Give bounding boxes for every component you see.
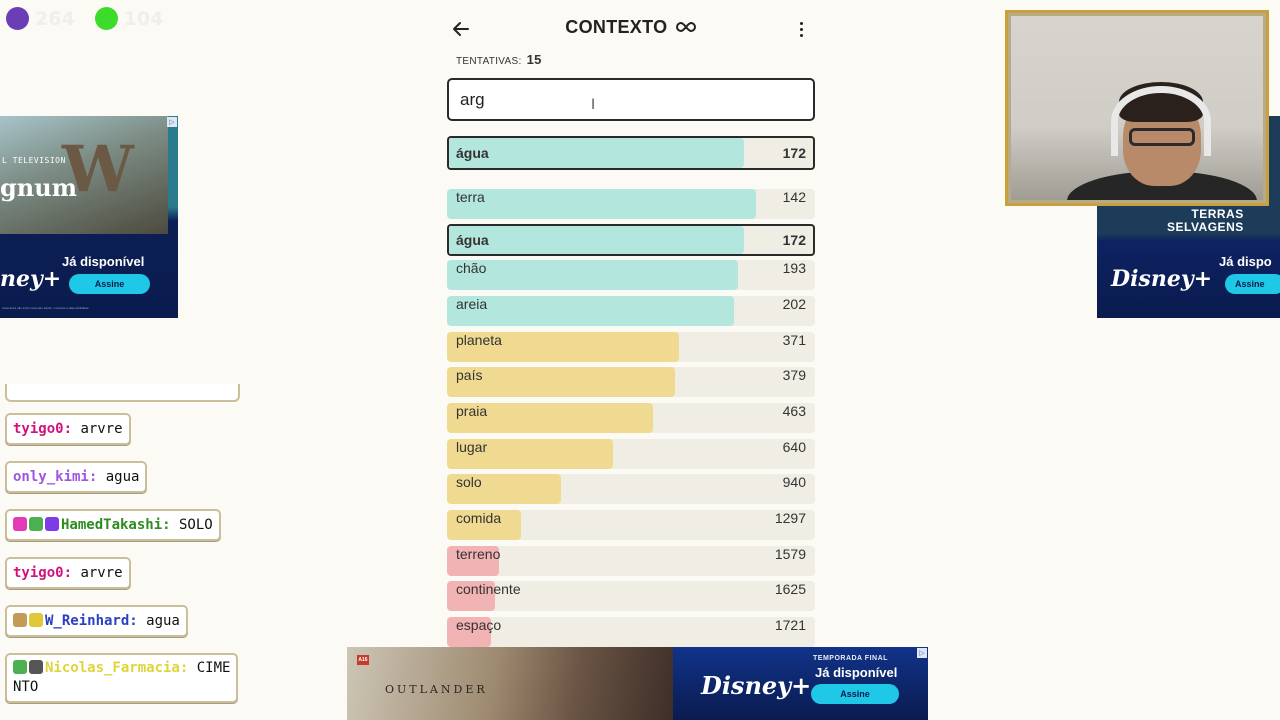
age-rating-badge: A16 (358, 657, 368, 663)
game-header (446, 14, 816, 44)
chat-message (5, 653, 238, 703)
guess-score: 1579 (774, 546, 806, 562)
counter-purple (6, 7, 75, 30)
guess-score: 172 (782, 145, 806, 161)
ad-right-panel (673, 647, 928, 720)
guess-row (447, 260, 815, 290)
chat-text: arvre (72, 421, 123, 437)
guess-row (447, 617, 815, 647)
guess-word: país (456, 367, 483, 383)
guess-score: 463 (782, 403, 806, 419)
attempts-value: 15 (526, 52, 542, 67)
chat-username: tyigo0: (13, 565, 73, 581)
ad-banner-left[interactable] (0, 116, 178, 318)
guess-score: 1297 (774, 510, 806, 526)
similarity-bar (447, 296, 734, 326)
chat-message (5, 557, 131, 589)
chat-username: W_Reinhard: (45, 613, 138, 629)
ad-brand: gnum (0, 173, 78, 202)
chat-username: only_kimi: (13, 469, 98, 485)
guess-score: 142 (782, 189, 806, 205)
guess-row (447, 546, 815, 576)
guess-row (447, 439, 815, 469)
guess-word: praia (456, 403, 488, 419)
ad-cta: Já dispo (1219, 254, 1272, 269)
purple-dot-icon (6, 7, 29, 30)
guess-row (447, 510, 815, 540)
ad-choices-icon[interactable]: ▷ (917, 648, 927, 658)
chat-text: arvre (72, 565, 123, 581)
webcam-overlay (1005, 10, 1269, 206)
disney-plus-logo: Disney+ (1111, 266, 1213, 292)
more-menu-icon[interactable] (790, 18, 812, 40)
guess-score: 940 (782, 474, 806, 490)
ad-subscribe-button[interactable]: Assine (1225, 274, 1280, 294)
infinity-icon (675, 21, 697, 33)
guess-word: solo (456, 474, 482, 490)
guess-row (447, 403, 815, 433)
chat-text: CIME NTO (13, 660, 231, 695)
chat-text: SOLO (170, 517, 213, 533)
chat-badge-icon (29, 517, 43, 531)
chat-username: tyigo0: (13, 421, 73, 437)
counter-value: 104 (123, 7, 164, 30)
ad-subscribe-button[interactable]: Assine (69, 274, 150, 294)
chat-message (5, 413, 131, 445)
ad-choices-icon[interactable]: ▷ (167, 117, 177, 127)
guess-word: espaço (456, 617, 502, 633)
guess-row (447, 367, 815, 397)
ad-subscribe-button[interactable]: Assine (811, 684, 899, 704)
ad-banner-bottom[interactable] (347, 647, 928, 720)
guess-score: 371 (782, 332, 806, 348)
chat-text: agua (97, 469, 140, 485)
guess-score: 172 (782, 232, 806, 248)
chat-badge-icon (29, 613, 43, 627)
chat-badge-icon (45, 517, 59, 531)
guess-row (447, 332, 815, 362)
guess-score: 1625 (774, 581, 806, 597)
guess-row (447, 474, 815, 504)
guess-row (447, 189, 815, 219)
ad-tv-label: L TELEVISION (2, 156, 66, 165)
ad-cta: Já disponível (62, 254, 145, 269)
similarity-bar (449, 226, 744, 254)
ad-logo-w: W (62, 132, 134, 207)
attempts-counter (456, 52, 542, 67)
guess-score: 193 (782, 260, 806, 276)
chat-badge-icon (29, 660, 43, 674)
chat-username: Nicolas_Farmacia: (45, 660, 189, 676)
similarity-bar (447, 189, 756, 219)
ad-show-title: OUTLANDER (385, 683, 488, 696)
chat-badge-icon (13, 613, 27, 627)
guess-row (447, 581, 815, 611)
guess-row (447, 224, 815, 256)
title-text: CONTEXTO (565, 17, 668, 37)
stream-counters (6, 7, 163, 30)
chat-message (5, 509, 221, 541)
disney-plus-logo: ney+ (0, 266, 62, 292)
guess-score: 379 (782, 367, 806, 383)
similarity-bar (447, 260, 738, 290)
guess-word: terra (456, 189, 485, 205)
green-dot-icon (95, 7, 118, 30)
counter-green (95, 7, 164, 30)
guess-word: lugar (456, 439, 488, 455)
similarity-bar (449, 138, 744, 168)
chat-badge-icon (13, 517, 27, 531)
guess-score: 640 (782, 439, 806, 455)
guess-word: comida (456, 510, 502, 526)
guess-word: chão (456, 260, 487, 276)
attempts-label: TENTATIVAS: (456, 56, 522, 67)
ad-show-title: TERRAS SELVAGENS (1167, 207, 1244, 234)
ad-season-label: TEMPORADA FINAL (813, 655, 888, 662)
chat-username: HamedTakashi: (61, 517, 171, 533)
guess-score: 1721 (774, 617, 806, 633)
page-title (446, 17, 816, 38)
ad-fine-print: Assinatura não inclui conteúdo adulto. Consulte a disponibilidade. (2, 306, 90, 310)
guess-score: 202 (782, 296, 806, 312)
chat-text: agua (137, 613, 180, 629)
counter-value: 264 (35, 7, 75, 30)
guess-word: areia (456, 296, 488, 312)
last-guess-row (447, 136, 815, 170)
webcam-feed (1011, 16, 1263, 200)
guess-word: continente (456, 581, 521, 597)
ad-cta: Já disponível (815, 665, 898, 680)
chat-message (5, 461, 147, 493)
chat-badge-icon (13, 660, 27, 674)
guess-input[interactable] (447, 78, 815, 121)
chat-message-partial (5, 384, 240, 402)
guess-row (447, 296, 815, 326)
disney-plus-logo: Disney+ (701, 671, 812, 700)
guess-word: planeta (456, 332, 502, 348)
guess-word: água (456, 145, 489, 161)
chat-message (5, 605, 188, 637)
text-cursor-icon: I (591, 97, 596, 113)
guess-word: terreno (456, 546, 501, 562)
guess-word: água (456, 232, 489, 248)
